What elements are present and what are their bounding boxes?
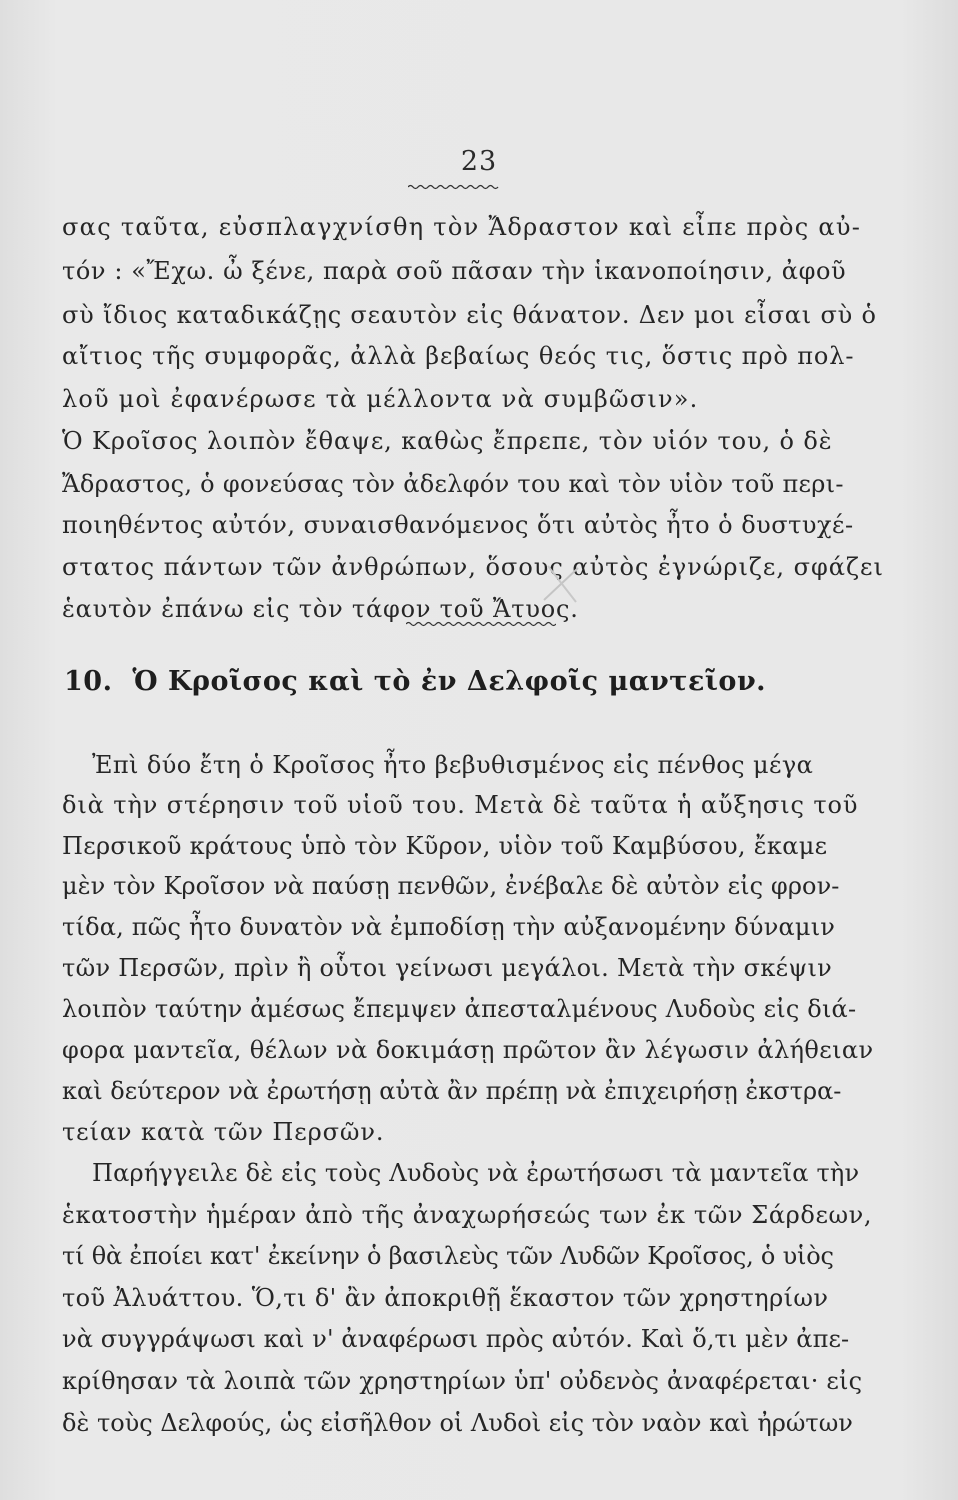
pencil-cross-mark <box>538 560 584 606</box>
text-line: Περσικοῦ κράτους ὑπὸ τὸν Κῦρον, υἱὸν τοῦ Καμβύσου, ἔκαμε <box>62 832 828 860</box>
text-line: δὲ τοὺς Δελφούς, ὡς εἰσῆλθον οἱ Λυδοὶ εἰς τὸν ναὸν καὶ ἠρώτων <box>62 1409 853 1437</box>
page-number: 23 <box>460 146 498 177</box>
chapter-title: Ὁ Κροῖσος καὶ τὸ ἐν Δελφοῖς μαντεῖον. <box>132 666 767 697</box>
chapter-number: 10. <box>64 666 113 697</box>
text-line: τείαν κατὰ τῶν Περσῶν. <box>62 1118 385 1146</box>
text-line: διὰ τὴν στέρησιν τοῦ υἱοῦ του. Μετὰ δὲ ταῦτα ἡ αὔξησις τοῦ <box>62 791 859 819</box>
text-line: μὲν τὸν Κροῖσον νὰ παύσῃ πενθῶν, ἐνέβαλε δὲ αὐτὸν εἰς φρον- <box>62 872 840 900</box>
text-line: τόν : «Ἔχω. ὦ ξένε, παρὰ σοῦ πᾶσαν τὴν ἱκανοποίησιν, ἀφοῦ <box>62 257 847 285</box>
page-number-underline <box>408 183 500 191</box>
text-line: Ἄδραστος, ὁ φονεύσας τὸν ἀδελφόν του καὶ τὸν υἱὸν τοῦ περι- <box>62 470 844 498</box>
text-line: ποιηθέντος αὐτόν, συναισθανόμενος ὅτι αὐτὸς ἦτο ὁ δυστυχέ- <box>62 511 854 539</box>
text-line: Παρήγγειλε δὲ εἰς τοὺς Λυδοὺς νὰ ἐρωτήσωσι τὰ μαντεῖα τὴν <box>92 1159 860 1187</box>
text-line: λοιπὸν ταύτην ἀμέσως ἔπεμψεν ἀπεσταλμένους Λυδοὺς εἰς διά- <box>62 995 857 1023</box>
text-line: σας ταῦτα, εὐσπλαγχνίσθη τὸν Ἄδραστον καὶ εἶπε πρὸς αὐ- <box>62 213 862 241</box>
text-line: κρίθησαν τὰ λοιπὰ τῶν χρηστηρίων ὑπ' οὐδενὸς ἀναφέρεται· εἰς <box>62 1367 863 1395</box>
text-line: αἴτιος τῆς συμφορᾶς, ἀλλὰ βεβαίως θεός τις, ὅστις πρὸ πολ- <box>62 342 855 370</box>
text-line: Ὁ Κροῖσος λοιπὸν ἔθαψε, καθὼς ἔπρεπε, τὸν υἱόν του, ὁ δὲ <box>62 427 833 455</box>
text-line: τίδα, πῶς ἦτο δυνατὸν νὰ ἐμποδίσῃ τὴν αὐξανομένην δύναμιν <box>62 913 836 941</box>
section-divider <box>406 620 556 628</box>
text-line: καὶ δεύτερον νὰ ἐρωτήσῃ αὐτὰ ἂν πρέπῃ νὰ ἐπιχειρήσῃ ἐκστρα- <box>62 1077 842 1105</box>
text-line: λοῦ μοὶ ἐφανέρωσε τὰ μέλλοντα νὰ συμβῶσιν». <box>62 385 699 413</box>
text-line: στατος πάντων τῶν ἀνθρώπων, ὅσους αὐτὸς ἐγνώριζε, σφάζει <box>62 553 884 581</box>
text-line: Ἐπὶ δύο ἔτη ὁ Κροῖσος ἦτο βεβυθισμένος εἰς πένθος μέγα <box>92 751 814 779</box>
chapter-heading <box>64 666 766 697</box>
text-line: τοῦ Ἀλυάττου. Ὅ,τι δ' ἂν ἀποκριθῇ ἕκαστον τῶν χρηστηρίων <box>62 1284 829 1312</box>
text-line: τῶν Περσῶν, πρὶν ἢ οὗτοι γείνωσι μεγάλοι. Μετὰ τὴν σκέψιν <box>62 954 833 982</box>
text-line: ἑκατοστὴν ἡμέραν ἀπὸ τῆς ἀναχωρήσεώς των ἐκ τῶν Σάρδεων, <box>62 1201 873 1229</box>
text-line: φορα μαντεῖα, θέλων νὰ δοκιμάσῃ πρῶτον ἂν λέγωσιν ἀλήθειαν <box>62 1036 874 1064</box>
text-line: ἑαυτὸν ἐπάνω εἰς τὸν τάφον τοῦ Ἄτυος. <box>62 595 579 623</box>
text-line: νὰ συγγράψωσι καὶ ν' ἀναφέρωσι πρὸς αὐτόν. Καὶ ὅ,τι μὲν ἀπε- <box>62 1325 850 1353</box>
text-line: τί θὰ ἐποίει κατ' ἐκείνην ὁ βασιλεὺς τῶν Λυδῶν Κροῖσος, ὁ υἱὸς <box>62 1242 834 1270</box>
text-line: σὺ ἴδιος καταδικάζῃς σεαυτὸν εἰς θάνατον. Δεν μοι εἶσαι σὺ ὁ <box>62 301 877 329</box>
